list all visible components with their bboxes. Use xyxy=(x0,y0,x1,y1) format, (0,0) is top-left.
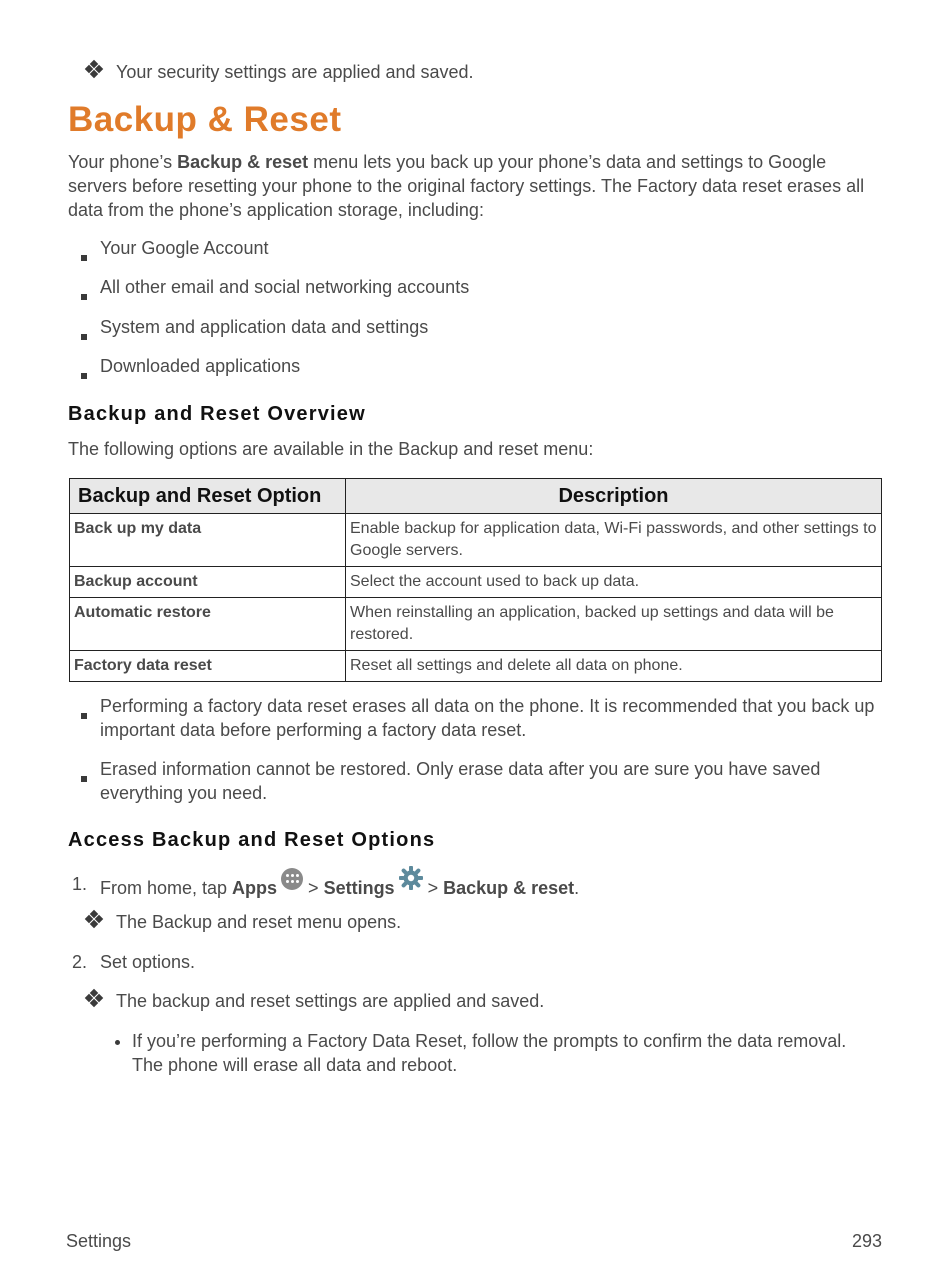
square-bullet-icon xyxy=(81,294,87,300)
table-row xyxy=(70,598,882,651)
list-item: All other email and social networking accounts xyxy=(100,277,470,297)
access-heading: Access Backup and Reset Options xyxy=(68,829,436,851)
settings-label: Settings xyxy=(323,878,395,898)
table-header: Description xyxy=(346,479,882,514)
list-item: Performing a factory data reset erases all data on the phone. It is recommended that you back up important data before performing a factory data reset. xyxy=(100,696,875,740)
step-1-text: From home, tap Apps > Settings > Backup & reset. xyxy=(100,872,579,900)
diamond-bullet-icon xyxy=(84,910,104,930)
square-bullet-icon xyxy=(81,776,87,782)
backup-reset-label: Backup & reset xyxy=(443,878,575,898)
menu-name-bold: Backup & reset xyxy=(177,152,309,172)
page-number: 293 xyxy=(851,1231,882,1251)
diamond-bullet-icon xyxy=(84,989,104,1009)
list-item: System and application data and settings xyxy=(100,317,429,337)
step-1-result: The Backup and reset menu opens. xyxy=(116,912,402,932)
square-bullet-icon xyxy=(81,255,87,261)
list-item: Downloaded applications xyxy=(100,356,301,376)
table-row xyxy=(70,651,882,682)
table-cell-option: Back up my data xyxy=(70,514,346,567)
table-cell-option: Automatic restore xyxy=(70,598,346,651)
square-bullet-icon xyxy=(81,334,87,340)
table-header-row xyxy=(70,479,882,514)
table-cell-description: When reinstalling an application, backed up settings and data will be restored. xyxy=(346,598,882,651)
list-item: Erased information cannot be restored. Only erase data after you are sure you have saved everything you need. xyxy=(100,759,821,803)
square-bullet-icon xyxy=(81,373,87,379)
step-2-text: Set options. xyxy=(100,952,196,972)
table-cell-description: Select the account used to back up data. xyxy=(346,567,882,598)
table-row xyxy=(70,567,882,598)
table-cell-option: Factory data reset xyxy=(70,651,346,682)
step-2-result: The backup and reset settings are applied and saved. xyxy=(116,991,545,1011)
step-number: 2. xyxy=(72,952,88,972)
step-number: 1. xyxy=(72,874,88,894)
diamond-bullet-icon xyxy=(84,60,104,80)
apps-grid-icon xyxy=(281,868,303,890)
page-title: Backup & Reset xyxy=(68,100,342,139)
table-cell-description: Reset all settings and delete all data on phone. xyxy=(346,651,882,682)
overview-lead: The following options are available in the Backup and reset menu: xyxy=(68,439,594,459)
table-cell-option: Backup account xyxy=(70,567,346,598)
overview-heading: Backup and Reset Overview xyxy=(68,403,366,425)
table-row xyxy=(70,514,882,567)
sub-note: If you’re performing a Factory Data Reset, follow the prompts to confirm the data removal. The phone will erase all data and reboot. xyxy=(132,1031,847,1075)
table-header: Backup and Reset Option xyxy=(70,479,346,514)
footer-section: Settings xyxy=(66,1231,132,1251)
apps-label: Apps xyxy=(232,878,278,898)
intro-paragraph: Your phone’s Backup & reset menu lets you back up your phone’s data and settings to Google servers before resetting your phone to the original factory settings. The Factory data reset erases all data from the phone’s application storage, including: xyxy=(68,152,865,220)
round-bullet-icon xyxy=(115,1040,120,1045)
square-bullet-icon xyxy=(81,713,87,719)
table-cell-description: Enable backup for application data, Wi-Fi passwords, and other settings to Google servers. xyxy=(346,514,882,567)
list-item: Your Google Account xyxy=(100,238,269,258)
options-table xyxy=(69,478,882,682)
gear-icon xyxy=(399,866,423,890)
top-result-note: Your security settings are applied and saved. xyxy=(116,62,474,82)
